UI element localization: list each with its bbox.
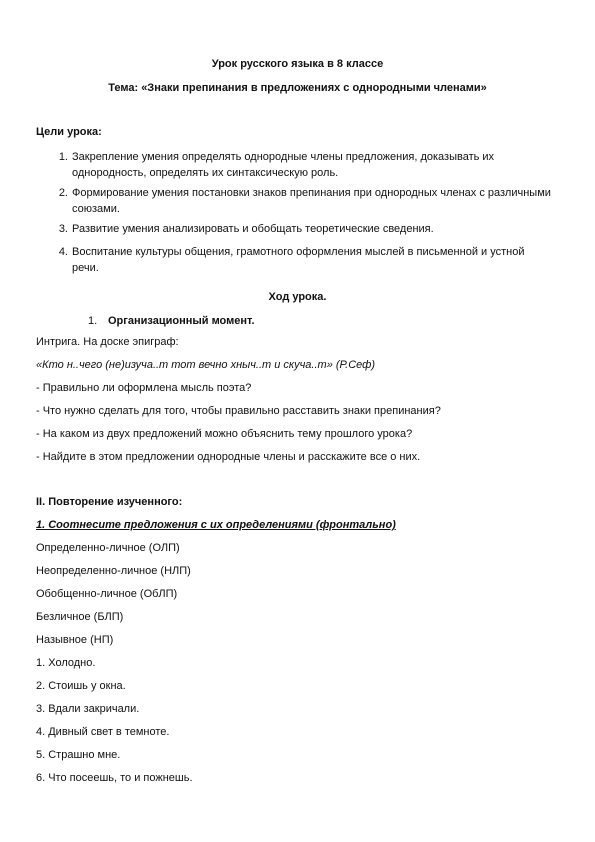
- review-task: 1. Соотнесите предложения с их определениями (фронтально): [36, 519, 396, 531]
- lesson-topic: Тема: «Знаки препинания в предложениях с однородными членами»: [108, 82, 487, 94]
- example-sentence: 5. Страшно мне.: [36, 749, 121, 761]
- step-number: 1.: [88, 315, 98, 327]
- sentence-type: Неопределенно-личное (НЛП): [36, 565, 191, 577]
- goal-text: Закрепление умения определять однородные члены предложения, доказывать их однородность, определять их синтаксическую роль.: [72, 151, 495, 179]
- goal-number: 3.: [58, 223, 68, 235]
- example-sentence: 6. Что посеешь, то и пожнешь.: [36, 772, 193, 784]
- epigraph: «Кто н..чего (не)изуча..т тот вечно хныч..т и скуча..т» (Р.Сеф): [36, 359, 376, 371]
- review-heading: II. Повторение изученного:: [36, 496, 183, 508]
- question-item: - Правильно ли оформлена мысль поэта?: [36, 382, 252, 394]
- document-title: Урок русского языка в 8 классе: [211, 58, 384, 70]
- question-item: - Что нужно сделать для того, чтобы правильно расставить знаки препинания?: [36, 405, 441, 417]
- example-sentence: 2. Стоишь у окна.: [36, 680, 126, 692]
- goal-text: Формирование умения постановки знаков препинания при однородных членах с различными союзами.: [72, 187, 551, 215]
- example-sentence: 1. Холодно.: [36, 657, 96, 669]
- goal-number: 1.: [58, 151, 68, 163]
- example-sentence: 3. Вдали закричали.: [36, 703, 140, 715]
- goal-number: 4.: [58, 246, 68, 258]
- step-title: Организационный момент.: [108, 315, 255, 327]
- sentence-type: Назывное (НП): [36, 634, 114, 646]
- goal-number: 2.: [58, 187, 68, 199]
- goal-text: Воспитание культуры общения, грамотного оформления мыслей в письменной и устной речи.: [72, 246, 525, 274]
- sentence-type: Определенно-личное (ОЛП): [36, 542, 180, 554]
- sentence-type: Обобщенно-личное (ОбЛП): [36, 588, 178, 600]
- goals-heading: Цели урока:: [36, 126, 102, 138]
- question-item: - Найдите в этом предложении однородные члены и расскажите все о них.: [36, 451, 421, 463]
- lesson-progress-heading: Ход урока.: [268, 291, 327, 303]
- question-item: - На каком из двух предложений можно объяснить тему прошлого урока?: [36, 428, 413, 440]
- sentence-type: Безличное (БЛП): [36, 611, 124, 623]
- example-sentence: 4. Дивный свет в темноте.: [36, 726, 170, 738]
- goal-text: Развитие умения анализировать и обобщать теоретические сведения.: [72, 223, 434, 235]
- intrigue-text: Интрига. На доске эпиграф:: [36, 336, 179, 348]
